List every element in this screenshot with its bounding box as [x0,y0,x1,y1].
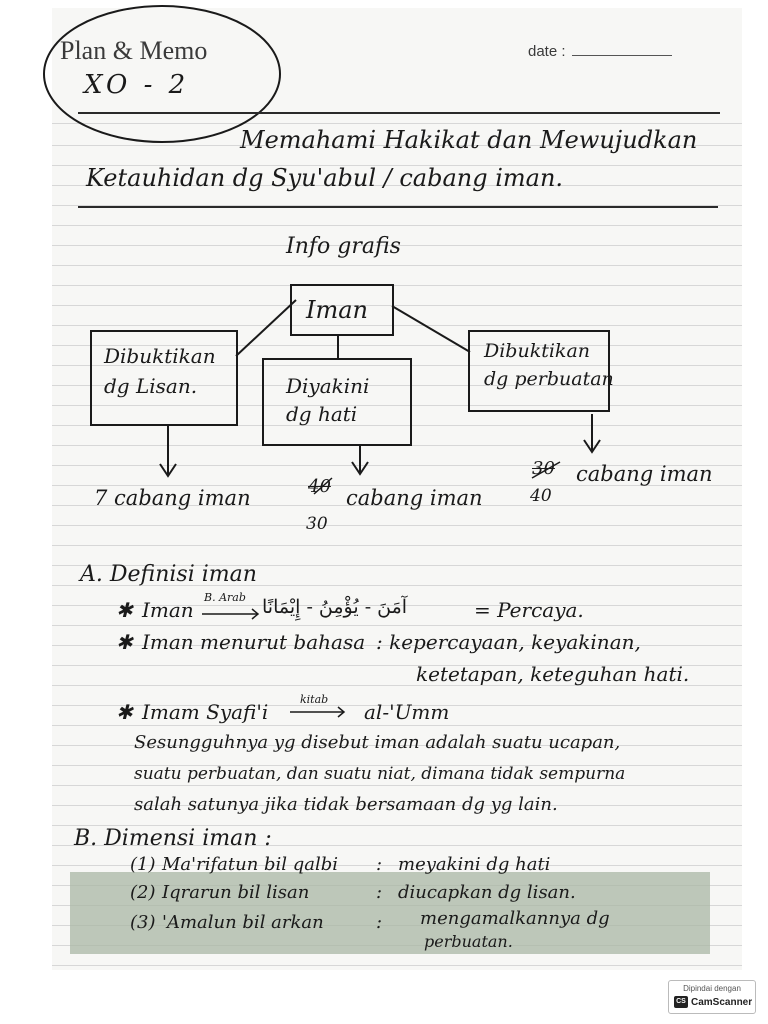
scanner-caption: Dipindai dengan [683,984,741,993]
b3-number: (3) [130,912,156,933]
b1-number: (1) [130,854,156,875]
b1-term: Ma'rifatun bil qalbi [162,854,339,875]
lisan-box-line1: Dibuktikan [104,344,216,368]
page-title: Plan & Memo [60,36,208,65]
bullet-star: ✱ [116,630,133,654]
class-label: XO - 2 [84,70,190,100]
b3-desc: mengamalkannya dg [420,908,610,929]
a2-term: Iman menurut bahasa [142,630,366,654]
a1-meaning: = Percaya. [474,598,584,622]
perbuatan-box [468,330,614,412]
a2-line2: ketetapan, keteguhan hati. [416,662,690,686]
a3-line3: salah satunya jika tidak bersamaan dg yg lain. [134,794,558,815]
a3-line1: Sesungguhnya yg disebut iman adalah suatu ucapan, [134,732,621,753]
b1-desc: meyakini dg hati [398,854,551,875]
date-line [572,55,672,56]
a2-line1: : kepercayaan, keyakinan, [376,630,641,654]
iman-box [290,284,394,336]
infographic-heading: Info grafis [286,234,401,259]
iman-box-label: Iman [306,296,369,324]
perbuatan-result-text: cabang iman [576,462,713,486]
hati-result-value: 30 [306,514,328,534]
camscanner-watermark [668,980,756,1014]
a3-line2: suatu perbuatan, dan suatu niat, dimana tidak sempurna [134,764,626,784]
b3-term: 'Amalun bil arkan [162,912,324,933]
topic-line-2: Ketauhidan dg Syu'abul / cabang iman. [86,164,564,192]
lisan-result: 7 cabang iman [94,486,251,510]
perbuatan-box-line1: Dibuktikan [484,340,591,362]
b1-sep: : [376,854,383,875]
b2-term: Iqrarun bil lisan [162,882,310,903]
lisan-box [90,330,238,426]
perbuatan-box-line2: dg perbuatan [484,368,614,390]
perbuatan-result-struck: 30 [532,458,555,479]
arrow-down-icon [584,414,600,452]
arrow-down-icon [352,446,368,474]
b2-desc: diucapkan dg lisan. [398,882,576,903]
a3-source: al-'Umm [364,700,450,724]
b2-sep: : [376,882,383,903]
a1-arabic: آمَنَ - يُؤْمِنُ - إِيْمَانًا [262,596,408,618]
hati-box-line2: dg hati [286,402,358,426]
b3-sep: : [376,912,383,933]
a1-term: Iman [142,598,194,622]
bullet-star: ✱ [116,700,133,724]
hati-result-struck: 40 [308,476,331,497]
camscanner-logo-icon: CS [674,996,688,1008]
topic-divider [78,206,718,208]
bullet-star: ✱ [116,598,133,622]
hati-box [262,358,412,446]
a3-term: Imam Syafi'i [142,700,269,724]
date-label: date : [528,43,566,60]
topic-line-1: Memahami Hakikat dan Mewujudkan [240,126,698,154]
arrow-down-icon [160,426,176,476]
connector-left [236,300,296,356]
connector-right [392,306,470,352]
scanner-brand: CamScanner [691,997,753,1008]
b2-number: (2) [130,882,156,903]
lisan-box-line2: dg Lisan. [104,374,198,398]
perbuatan-result-value: 40 [530,486,552,506]
a3-arrow-label: kitab [300,693,329,706]
header-divider [78,112,720,114]
b3-desc-line2: perbuatan. [424,932,513,951]
hati-result-text: cabang iman [346,486,483,510]
hati-box-line1: Diyakini [286,374,370,398]
a1-arrow-label: B. Arab [204,591,246,604]
section-b-heading: B. Dimensi iman : [74,826,272,851]
section-a-heading: A. Definisi iman [80,562,257,587]
